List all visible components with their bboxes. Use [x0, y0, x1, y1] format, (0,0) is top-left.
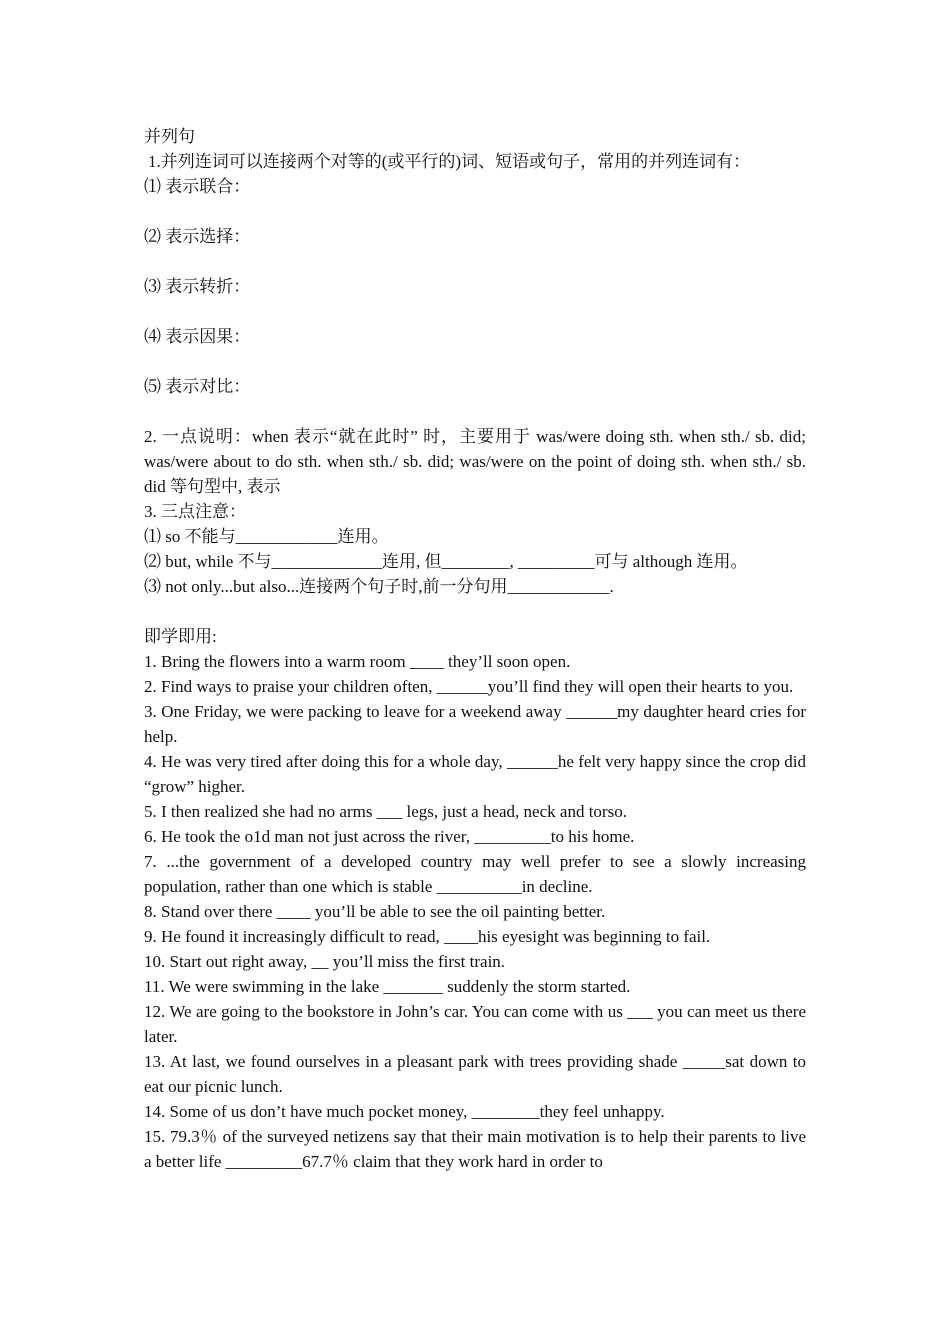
note-item: ⑴ so 不能与____________连用。 [144, 527, 389, 546]
category-comparison: ⑸ 表示对比： [144, 377, 251, 396]
exercise-item: 10. Start out right away, __ you’ll miss the first train. [144, 952, 506, 971]
category-choice: ⑵ 表示选择： [144, 227, 251, 246]
exercise-item: 6. He took the o1d man not just across the river, _________to his home. [144, 827, 635, 846]
point-3-title: 3. 三点注意： [144, 502, 246, 521]
answer-space [144, 299, 806, 324]
answer-space [144, 349, 806, 374]
note-item: ⑵ but, while 不与_____________连用, 但________, _________可与 although 连用。 [144, 552, 748, 571]
point-1-text: 1.并列连词可以连接两个对等的(或平行的)词、短语或句子，常用的并列连词有： [148, 152, 751, 171]
category-conjunction: ⑴ 表示联合： [144, 177, 251, 196]
document-page [144, 124, 806, 1174]
section-gap [144, 599, 806, 624]
exercise-item: 9. He found it increasingly difficult to read, ____his eyesight was beginning to fail. [144, 927, 711, 946]
answer-space [144, 249, 806, 274]
exercise-item: 12. We are going to the bookstore in John’s car. You can come with us ___ you can meet us there later. [144, 1002, 806, 1046]
category-cause-effect: ⑷ 表示因果： [144, 327, 251, 346]
exercise-item: 8. Stand over there ____ you’ll be able to see the oil painting better. [144, 902, 606, 921]
exercise-item: 1. Bring the flowers into a warm room ____ they’ll soon open. [144, 652, 571, 671]
exercise-item: 15. 79.3％ of the surveyed netizens say that their main motivation is to help their parents to live a better life _________67.7％ claim that they work hard in order to [144, 1127, 806, 1171]
exercise-item: 2. Find ways to praise your children often, ______you’ll find they will open their hearts to you. [144, 677, 794, 696]
exercise-item: 13. At last, we found ourselves in a pleasant park with trees providing shade _____sat down to eat our picnic lunch. [144, 1052, 806, 1096]
exercise-item: 3. One Friday, we were packing to leave for a weekend away ______my daughter heard cries for help. [144, 702, 806, 746]
practice-title: 即学即用: [144, 627, 217, 646]
exercise-item: 5. I then realized she had no arms ___ legs, just a head, neck and torso. [144, 802, 627, 821]
point-2-text: 2. 一点说明：when 表示“就在此时” 时，主要用于 was/were doing sth. when sth./ sb. did; was/were about to do sth. when sth./ sb. did; was/were on the point of doing sth. when sth./ sb. did 等句型中, 表示 [144, 427, 806, 496]
exercise-item: 7. ...the government of a developed country may well prefer to see a slowly increasing population, rather than one which is stable __________in decline. [144, 852, 806, 896]
section-title: 并列句 [144, 127, 195, 146]
answer-space [144, 199, 806, 224]
exercise-item: 4. He was very tired after doing this for a whole day, ______he felt very happy since the crop did “grow” higher. [144, 752, 806, 796]
exercise-item: 14. Some of us don’t have much pocket money, ________they feel unhappy. [144, 1102, 665, 1121]
category-contrast-transition: ⑶ 表示转折： [144, 277, 251, 296]
note-item: ⑶ not only...but also...连接两个句子时,前一分句用____________. [144, 577, 614, 596]
answer-space [144, 399, 806, 424]
exercise-item: 11. We were swimming in the lake _______ suddenly the storm started. [144, 977, 631, 996]
